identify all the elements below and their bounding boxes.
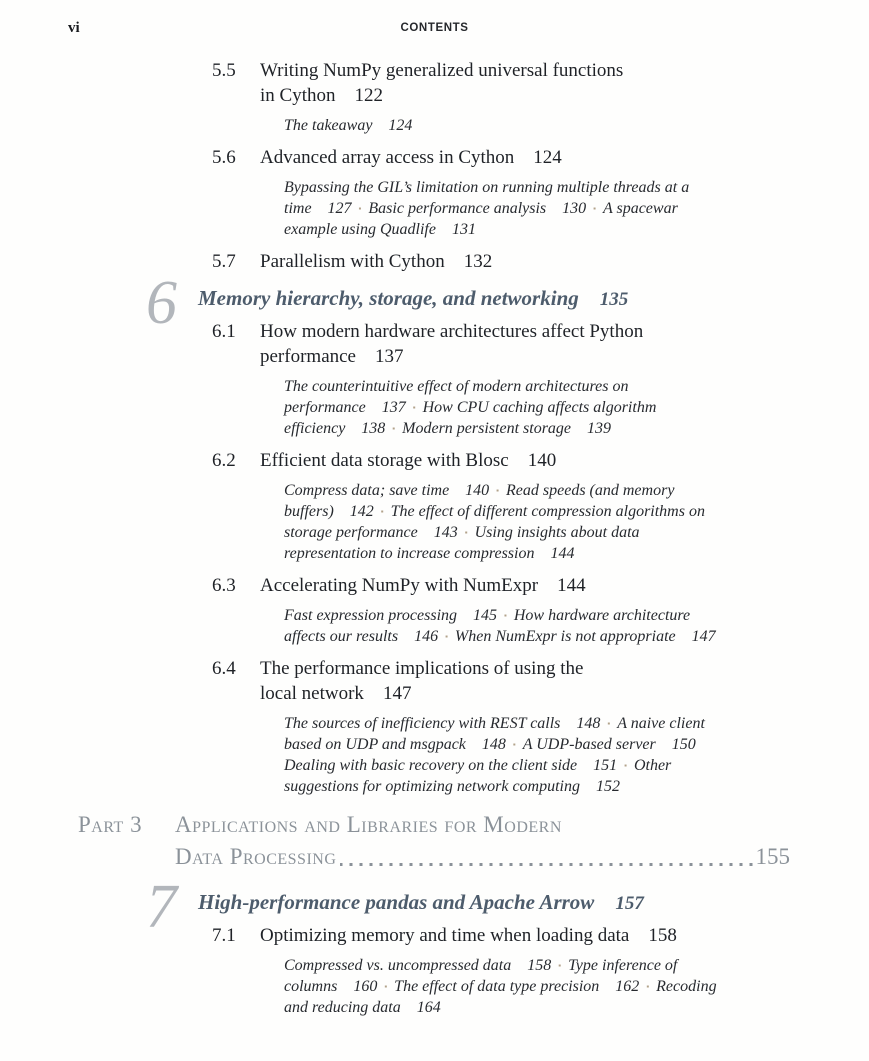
section-title-line xyxy=(260,681,809,706)
separator-square-icon: ▪ xyxy=(593,204,596,213)
section-page-number: 144 xyxy=(557,575,586,596)
subsection-line xyxy=(284,713,809,734)
toc-section-5-5 xyxy=(212,58,809,136)
section-title-text: Optimizing memory and time when loading data xyxy=(260,925,630,946)
subsection-text: Bypassing the GIL’s limitation on running multiple threads at a xyxy=(284,179,690,196)
subsection-text: affects our results 146 xyxy=(284,628,439,645)
toc-section-6-2 xyxy=(212,448,809,564)
subsection-text: A UDP-based server 150 xyxy=(522,736,696,753)
part-heading-3 xyxy=(78,809,790,873)
chapter-title: Memory hierarchy, storage, and networking xyxy=(198,286,579,310)
section-page-number: 124 xyxy=(533,147,562,168)
section-title-line xyxy=(260,923,809,948)
toc-section-6-3 xyxy=(212,573,809,647)
subsection-line xyxy=(284,480,809,501)
dot-leader xyxy=(340,863,753,866)
subsection-line xyxy=(284,626,809,647)
subsection-text: Dealing with basic recovery on the client side 151 xyxy=(284,757,618,774)
subsection-list xyxy=(284,955,809,1018)
toc-section-5-6 xyxy=(212,145,809,240)
separator-square-icon: ▪ xyxy=(558,961,562,970)
subsection-text: The counterintuitive effect of modern architectures on xyxy=(284,378,629,395)
separator-square-icon: ▪ xyxy=(464,528,468,537)
section-body xyxy=(260,573,809,647)
section-page-number: 122 xyxy=(354,85,383,106)
subsection-text: Using insights about data xyxy=(474,524,640,541)
separator-square-icon: ▪ xyxy=(607,719,611,728)
subsection-text: columns 160 xyxy=(284,978,378,995)
subsection-line xyxy=(284,734,809,755)
subsection-text: The sources of inefficiency with REST calls 148 xyxy=(284,715,601,732)
running-header-title: CONTENTS xyxy=(400,22,469,34)
section-title-text: performance xyxy=(260,346,356,367)
section-page-number: 140 xyxy=(527,450,557,471)
page-folio: vi xyxy=(68,20,80,36)
subsection-list xyxy=(284,713,809,797)
subsection-text: The effect of different compression algorithms on xyxy=(390,503,705,520)
part-page-number: 155 xyxy=(755,844,790,869)
section-title-line xyxy=(260,656,809,681)
section-body xyxy=(260,923,809,1018)
subsection-text: storage performance 143 xyxy=(284,524,458,541)
toc-section-6-1 xyxy=(212,319,809,439)
subsection-line xyxy=(284,376,809,397)
subsection-text: Fast expression processing 145 xyxy=(284,607,498,624)
section-title-line xyxy=(260,58,809,83)
subsection-text: A naive client xyxy=(617,715,705,732)
subsection-text: The effect of data type precision 162 xyxy=(394,978,640,995)
section-page-number: 147 xyxy=(382,683,412,704)
part-title-line: Applications and Libraries for Modern xyxy=(175,812,562,837)
subsection-text: Basic performance analysis 130 xyxy=(368,200,587,217)
section-title-text: Advanced array access in Cython xyxy=(260,147,515,168)
subsection-text: Compressed vs. uncompressed data 158 xyxy=(284,957,552,974)
section-title-line xyxy=(260,145,809,170)
subsection-text: The takeaway 124 xyxy=(284,117,413,134)
section-body xyxy=(260,249,809,274)
section-title-text: Parallelism with Cython xyxy=(260,251,445,272)
section-page-number: 137 xyxy=(375,346,404,367)
subsection-line xyxy=(284,543,809,564)
section-title-text: Writing NumPy generalized universal functions xyxy=(260,60,624,81)
separator-square-icon: ▪ xyxy=(624,761,627,770)
section-number: 7.1 xyxy=(212,925,236,946)
chapter-page-number: 135 xyxy=(599,289,629,310)
separator-square-icon: ▪ xyxy=(496,486,500,495)
subsection-text: When NumExpr is not appropriate 147 xyxy=(454,628,716,645)
separator-square-icon: ▪ xyxy=(512,740,516,749)
subsection-text: Compress data; save time 140 xyxy=(284,482,490,499)
section-title-line xyxy=(260,249,809,274)
subsection-text: Type inference of xyxy=(568,957,678,974)
subsection-text: representation to increase compression 144 xyxy=(284,545,575,562)
subsection-line xyxy=(284,522,809,543)
part-title-text: Data Processing xyxy=(175,844,337,869)
section-body xyxy=(260,656,809,797)
section-title-line xyxy=(260,319,809,344)
subsection-line xyxy=(284,755,809,776)
subsection-line xyxy=(284,976,809,997)
chapter-numeral: 7 xyxy=(146,873,177,941)
section-number: 5.5 xyxy=(212,60,236,81)
separator-square-icon: ▪ xyxy=(445,632,448,641)
subsection-text: time 127 xyxy=(284,200,352,217)
subsection-line xyxy=(284,418,809,439)
section-title-text: local network xyxy=(260,683,364,704)
section-number: 6.3 xyxy=(212,575,236,596)
subsection-text: Other xyxy=(633,757,672,774)
section-title-text: The performance implications of using the xyxy=(260,658,584,679)
subsection-list xyxy=(284,605,809,647)
separator-square-icon: ▪ xyxy=(380,507,384,516)
separator-square-icon: ▪ xyxy=(384,982,388,991)
section-number: 5.7 xyxy=(212,251,236,272)
subsection-text: performance 137 xyxy=(284,399,406,416)
subsection-list xyxy=(284,177,809,240)
part-title-line xyxy=(175,841,790,873)
section-title-line xyxy=(260,83,809,108)
section-title-line xyxy=(260,344,809,369)
section-title-text: in Cython xyxy=(260,85,336,106)
subsection-text: buffers) 142 xyxy=(284,503,374,520)
subsection-line xyxy=(284,997,809,1018)
subsection-text: efficiency 138 xyxy=(284,420,386,437)
chapter-numeral: 6 xyxy=(146,269,177,337)
subsection-text: How hardware architecture xyxy=(513,607,691,624)
subsection-text: suggestions for optimizing network computing 152 xyxy=(284,778,620,795)
subsection-line xyxy=(284,198,809,219)
running-head xyxy=(0,20,869,40)
subsection-text: A spacewar xyxy=(602,200,678,217)
subsection-text: Recoding xyxy=(656,978,717,995)
subsection-line xyxy=(284,115,809,136)
toc-section-7-1 xyxy=(212,923,809,1018)
section-title-line xyxy=(260,573,809,598)
chapter-page-number: 157 xyxy=(615,893,644,914)
section-body xyxy=(260,448,809,564)
section-page-number: 158 xyxy=(648,925,677,946)
subsection-list xyxy=(284,115,809,136)
section-title-line xyxy=(260,448,809,473)
section-number: 5.6 xyxy=(212,147,236,168)
section-title-text: How modern hardware architectures affect Python xyxy=(260,321,644,342)
toc-section-6-4 xyxy=(212,656,809,797)
part-title xyxy=(175,809,790,873)
separator-square-icon: ▪ xyxy=(412,403,416,412)
section-title-text: Accelerating NumPy with NumExpr xyxy=(260,575,539,596)
subsection-text: How CPU caching affects algorithm xyxy=(422,399,657,416)
subsection-list xyxy=(284,376,809,439)
section-page-number: 132 xyxy=(463,251,493,272)
subsection-line xyxy=(284,177,809,198)
subsection-line xyxy=(284,219,809,240)
section-number: 6.4 xyxy=(212,658,236,679)
subsection-line xyxy=(284,776,809,797)
part-label: Part 3 xyxy=(78,812,143,837)
chapter-title: High-performance pandas and Apache Arrow xyxy=(198,890,595,914)
section-body xyxy=(260,319,809,439)
subsection-line xyxy=(284,397,809,418)
subsection-line xyxy=(284,605,809,626)
subsection-text: based on UDP and msgpack 148 xyxy=(284,736,506,753)
subsection-line xyxy=(284,501,809,522)
section-body xyxy=(260,145,809,240)
section-number: 6.1 xyxy=(212,321,236,342)
section-number: 6.2 xyxy=(212,450,236,471)
separator-square-icon: ▪ xyxy=(646,982,650,991)
subsection-text: and reducing data 164 xyxy=(284,999,441,1016)
separator-square-icon: ▪ xyxy=(358,204,362,213)
subsection-list xyxy=(284,480,809,564)
subsection-text: Read speeds (and memory xyxy=(506,482,675,499)
separator-square-icon: ▪ xyxy=(504,611,507,620)
subsection-text: Modern persistent storage 139 xyxy=(402,420,612,437)
subsection-line xyxy=(284,955,809,976)
separator-square-icon: ▪ xyxy=(392,424,396,433)
section-title-text: Efficient data storage with Blosc xyxy=(260,450,509,471)
section-body xyxy=(260,58,809,136)
toc-section-5-7 xyxy=(212,249,809,274)
subsection-text: example using Quadlife 131 xyxy=(284,221,476,238)
